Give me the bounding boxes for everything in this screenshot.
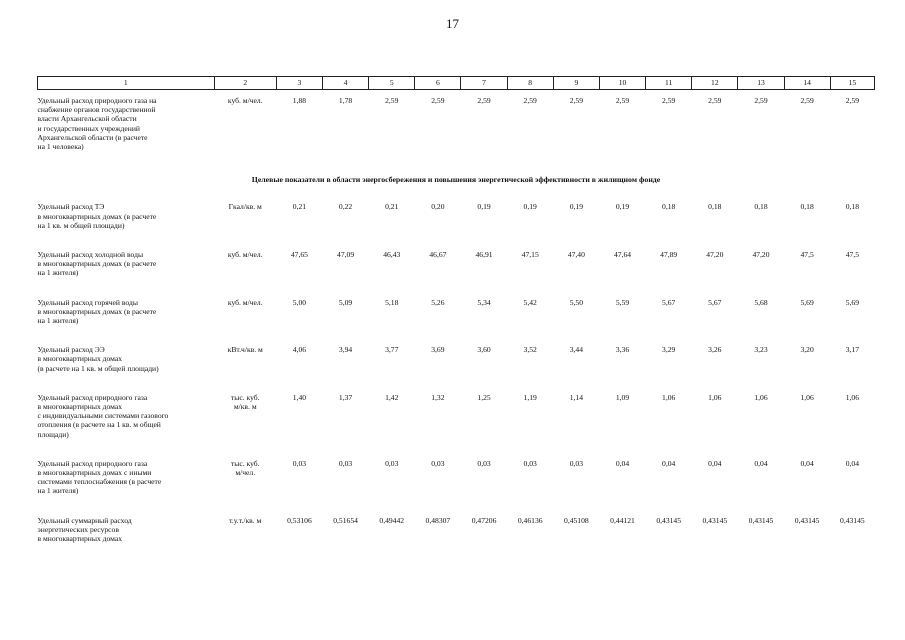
value-cell: 3,20 [800, 345, 814, 355]
value-cell: 1,25 [477, 392, 491, 402]
value-cell: 47,89 [660, 250, 678, 260]
value-cell: 0,43145 [702, 515, 728, 525]
value-cell: 2,59 [662, 96, 676, 105]
value-cell: 2,59 [800, 96, 814, 105]
value-cell: 47,20 [706, 250, 724, 260]
value-cell: 0,04 [615, 458, 630, 468]
value-cell: 5,67 [662, 297, 676, 307]
value-cell: 0,03 [569, 458, 583, 468]
value-cell: 47,20 [752, 250, 770, 260]
value-cell: 5,26 [431, 297, 445, 307]
indicator-name-line: на 1 жителя) [37, 268, 79, 278]
value-cell: 2,59 [569, 96, 583, 105]
value-cell: 0,43145 [840, 515, 865, 525]
table-row [38, 244, 875, 292]
indicator-name-line: Удельный расход горячей воды [37, 297, 138, 307]
value-cell: 47,09 [337, 250, 355, 260]
value-cell: 0,03 [292, 458, 307, 468]
table-row [38, 510, 875, 544]
indicator-name-cell [38, 453, 215, 510]
indicator-name-line: в многоквартирных домах с иными [37, 468, 152, 478]
indicator-name-line: Удельный расход природного газа на [37, 96, 157, 105]
indicator-name-line: энергетических ресурсов [37, 524, 119, 534]
indicator-name-line: Архангельской области (в расчете [37, 132, 148, 142]
unit-cell [214, 453, 276, 510]
value-cell: 1,40 [292, 392, 307, 402]
value-cell: 5,68 [754, 297, 768, 307]
value-cell: 0,04 [708, 458, 722, 468]
indicator-name-line: на 1 жителя) [37, 486, 79, 496]
indicator-name-cell [38, 292, 215, 340]
column-number-header-row [38, 77, 875, 90]
unit-line: тыс. куб. [230, 458, 260, 468]
value-cell: 1,06 [800, 392, 814, 402]
value-cell: 0,45108 [564, 515, 589, 525]
value-cell: 5,67 [708, 297, 722, 307]
column-header: 10 [599, 77, 645, 90]
value-cell: 1,06 [662, 392, 676, 402]
table-row [38, 292, 875, 340]
value-cell: 0,43145 [656, 515, 682, 525]
column-header: 2 [214, 77, 276, 90]
indicator-name-line: снабжение органов государственной [37, 105, 156, 115]
indicator-name-line: отопления (в расчете на 1 кв. м общей [37, 420, 161, 430]
value-cell: 2,59 [385, 96, 399, 105]
indicator-name-line: (в расчете на 1 кв. м общей площади) [37, 363, 159, 373]
indicator-name-cell [38, 510, 215, 544]
value-cell: 5,00 [292, 297, 307, 307]
value-cell: 1,42 [385, 392, 399, 402]
value-cell: 46,43 [383, 250, 401, 260]
unit-cell: куб. м/чел. [227, 96, 263, 105]
value-cell: 5,18 [385, 297, 399, 307]
value-cell: 5,69 [800, 297, 814, 307]
value-cell: 0,51654 [333, 515, 358, 525]
column-header: 3 [276, 77, 322, 90]
unit-line: м/кв. м [233, 402, 257, 412]
column-header: 9 [553, 77, 599, 90]
value-cell: 1,37 [338, 392, 353, 402]
column-header: 13 [738, 77, 784, 90]
section-row [38, 165, 875, 196]
indicator-name-line: в многоквартирных домах (в расчете [37, 259, 157, 269]
value-cell: 0,22 [338, 202, 353, 212]
value-cell: 0,04 [662, 458, 676, 468]
value-cell: 2,59 [754, 96, 768, 105]
indicator-name-line: в многоквартирных домах [37, 402, 123, 412]
column-header: 7 [461, 77, 507, 90]
indicator-name-line: в многоквартирных домах (в расчете [37, 211, 157, 221]
value-cell: 1,06 [754, 392, 768, 402]
value-cell: 0,21 [292, 202, 307, 212]
value-cell: 4,06 [292, 345, 307, 355]
value-cell: 3,44 [569, 345, 583, 355]
value-cell: 2,59 [845, 96, 859, 105]
value-cell: 3,60 [477, 345, 491, 355]
indicator-name-line: власти Архангельской области [37, 114, 137, 124]
value-cell: 5,59 [615, 297, 630, 307]
indicator-name-line: Удельный расход природного газа [37, 458, 148, 468]
indicator-name-line: в многоквартирных домах [37, 534, 123, 544]
column-header: 12 [692, 77, 738, 90]
value-cell: 5,42 [523, 297, 537, 307]
value-cell: 47,5 [845, 250, 859, 260]
value-cell: 0,18 [662, 202, 676, 212]
value-cell: 46,67 [429, 250, 447, 260]
unit-cell: кВт.ч/кв. м [227, 345, 263, 355]
indicator-name-line: Удельный суммарный расход [37, 515, 132, 525]
value-cell: 2,59 [523, 96, 537, 105]
value-cell: 0,18 [708, 202, 722, 212]
column-header: 15 [830, 77, 874, 90]
value-cell: 3,69 [431, 345, 445, 355]
indicator-name-cell [38, 244, 215, 292]
value-cell: 1,88 [292, 96, 307, 105]
column-header: 11 [646, 77, 692, 90]
indicator-name-line: с индивидуальными системами газового [37, 411, 169, 421]
value-cell: 0,53106 [287, 515, 312, 525]
value-cell: 1,06 [708, 392, 722, 402]
value-cell: 3,29 [662, 345, 676, 355]
unit-cell: т.у.т./кв. м [229, 515, 262, 525]
value-cell: 47,5 [800, 250, 814, 260]
value-cell: 0,04 [754, 458, 768, 468]
value-cell: 3,52 [523, 345, 537, 355]
column-header: 5 [369, 77, 415, 90]
value-cell: 0,44121 [610, 515, 635, 525]
value-cell: 0,18 [754, 202, 768, 212]
value-cell: 5,69 [845, 297, 859, 307]
unit-line: тыс. куб. [230, 392, 260, 402]
column-header: 4 [323, 77, 369, 90]
value-cell: 1,32 [431, 392, 445, 402]
table-row [38, 453, 875, 510]
indicator-name-line: Удельный расход ТЭ [37, 202, 105, 212]
table-body-housing [38, 196, 875, 543]
value-cell: 0,21 [385, 202, 399, 212]
indicator-name-cell [38, 339, 215, 387]
value-cell: 3,26 [708, 345, 722, 355]
indicator-name-line: на 1 кв. м общей площади) [37, 220, 125, 230]
value-cell: 1,09 [615, 392, 630, 402]
value-cell: 3,94 [338, 345, 353, 355]
value-cell: 5,50 [569, 297, 583, 307]
value-cell: 47,64 [613, 250, 632, 260]
value-cell: 3,36 [615, 345, 630, 355]
value-cell: 3,77 [385, 345, 399, 355]
value-cell: 0,43145 [794, 515, 820, 525]
value-cell: 0,18 [800, 202, 814, 212]
value-cell: 0,47206 [471, 515, 497, 525]
value-cell: 0,19 [569, 202, 583, 212]
value-cell: 47,15 [521, 250, 539, 260]
table-row [38, 339, 875, 387]
value-cell: 0,19 [523, 202, 537, 212]
value-cell: 0,04 [800, 458, 814, 468]
value-cell: 1,14 [569, 392, 583, 402]
value-cell: 1,78 [338, 96, 353, 105]
table-row [38, 90, 875, 166]
indicator-name-line: на 1 человека) [37, 142, 84, 152]
value-cell: 0,20 [431, 202, 445, 212]
value-cell: 0,48307 [425, 515, 451, 525]
unit-line: м/чел. [235, 468, 256, 478]
value-cell: 3,23 [754, 345, 768, 355]
value-cell: 0,18 [845, 202, 859, 212]
indicator-name-line: Удельный расход ЭЭ [37, 345, 105, 355]
value-cell: 2,59 [431, 96, 445, 105]
column-header: 14 [784, 77, 830, 90]
value-cell: 0,04 [845, 458, 859, 468]
column-header: 8 [507, 77, 553, 90]
indicator-name-cell [38, 387, 215, 453]
unit-cell: куб. м/чел. [227, 297, 263, 307]
table-row [38, 387, 875, 453]
value-cell: 5,09 [338, 297, 353, 307]
indicator-name-line: на 1 жителя) [37, 316, 79, 326]
value-cell: 0,03 [431, 458, 445, 468]
value-cell: 0,03 [385, 458, 399, 468]
unit-cell: куб. м/чел. [227, 250, 263, 260]
value-cell: 2,59 [477, 96, 491, 105]
indicators-table-container [37, 76, 875, 543]
indicator-name-cell [38, 90, 215, 166]
value-cell: 1,06 [845, 392, 859, 402]
indicator-name-line: и государственных учреждений [37, 123, 140, 133]
value-cell: 0,03 [477, 458, 491, 468]
value-cell: 47,40 [567, 250, 585, 260]
indicator-name-line: Удельный расход холодной воды [37, 250, 144, 260]
value-cell: 0,19 [615, 202, 630, 212]
value-cell: 0,43145 [748, 515, 774, 525]
unit-cell: Гкал/кв. м [228, 202, 262, 212]
page-number: 17 [446, 16, 459, 31]
value-cell: 0,46136 [517, 515, 543, 525]
value-cell: 2,59 [615, 96, 630, 105]
column-header: 1 [38, 77, 215, 90]
value-cell: 5,34 [477, 297, 491, 307]
value-cell: 0,19 [477, 202, 491, 212]
table-body-general [38, 90, 875, 166]
indicator-name-cell [38, 196, 215, 244]
value-cell: 0,49442 [379, 515, 405, 525]
section-title: Целевые показатели в области энергосбережения и повышения энергетической эффективности в жилищном фонде [251, 175, 661, 185]
value-cell: 46,91 [475, 250, 493, 260]
table-row [38, 196, 875, 244]
indicator-name-line: в многоквартирных домах [37, 354, 123, 364]
value-cell: 2,59 [708, 96, 722, 105]
value-cell: 47,65 [290, 250, 308, 260]
value-cell: 1,19 [523, 392, 537, 402]
column-header: 6 [415, 77, 461, 90]
indicator-name-line: Удельный расход природного газа [37, 392, 148, 402]
indicator-name-line: площади) [37, 429, 69, 439]
indicators-table [37, 76, 875, 543]
value-cell: 0,03 [523, 458, 537, 468]
unit-cell [214, 387, 276, 453]
indicator-name-line: системами теплоснабжения (в расчете [37, 477, 162, 487]
value-cell: 0,03 [338, 458, 353, 468]
indicator-name-line: в многоквартирных домах (в расчете [37, 306, 157, 316]
value-cell: 3,17 [845, 345, 859, 355]
